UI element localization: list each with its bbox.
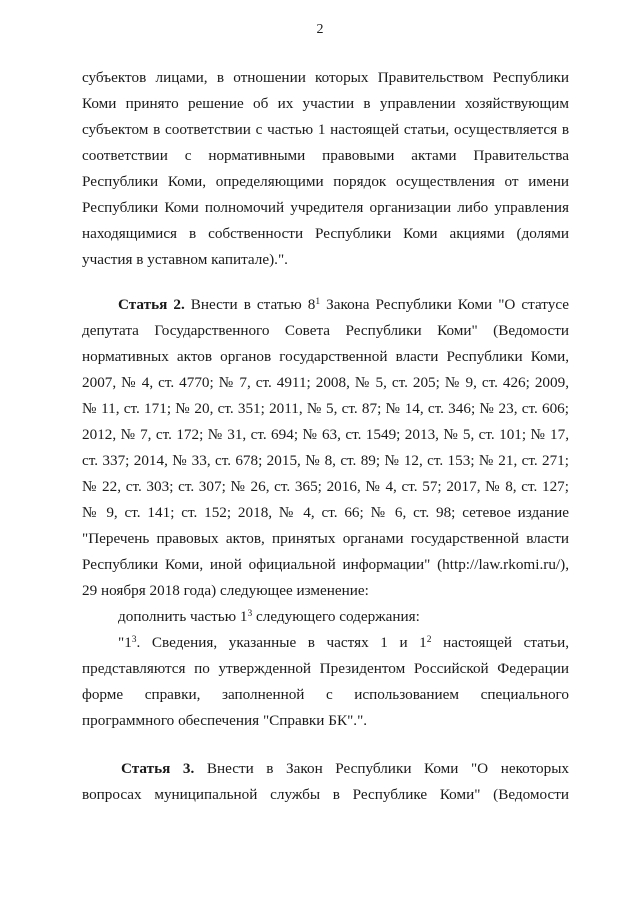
text-fragment: дополнить частью 1 bbox=[118, 608, 248, 625]
text-line: № 9, ст. 141; ст. 152; 2018, № 4, ст. 66; № 6, ст. 98; сетевое издание bbox=[82, 504, 569, 521]
text-line: № 11, ст. 171; № 20, ст. 351; 2011, № 5, ст. 87; № 14, ст. 346; № 23, ст. 606; bbox=[82, 400, 569, 417]
text-fragment: Внести в статью 8 bbox=[190, 296, 316, 313]
superscript: 1 bbox=[315, 297, 321, 307]
text-line: 29 ноября 2018 года) следующее изменение: bbox=[82, 582, 369, 599]
text-line: ст. 337; 2014, № 33, ст. 678; 2015, № 8, ст. 89; № 12, ст. 153; № 21, ст. 271; bbox=[82, 452, 569, 469]
text-line: 2007, № 4, ст. 4770; № 7, ст. 4911; 2008, № 5, ст. 205; № 9, ст. 426; 2009, bbox=[82, 374, 569, 391]
text-line: "Перечень правовых актов, принятых органами государственной власти bbox=[82, 530, 569, 547]
text-line: соответствии с нормативными правовыми актами Правительства bbox=[82, 147, 569, 164]
text-fragment: . Сведения, указанные в частях 1 и 1 bbox=[136, 634, 427, 651]
page-number: 2 bbox=[316, 22, 324, 37]
text-line: депутата Государственного Совета Республики Коми" (Ведомости bbox=[82, 322, 569, 339]
text-line: Коми принято решение об их участии в управлении хозяйствующим bbox=[82, 95, 569, 112]
article-2-label: Статья 2. bbox=[118, 296, 185, 313]
text-line: вопросах муниципальной службы в Республике Коми" (Ведомости bbox=[82, 786, 569, 803]
text-line: Республики Коми полномочий учредителя организации либо управления bbox=[82, 199, 569, 216]
amendment-instruction-line bbox=[118, 606, 569, 628]
text-line: субъектов лицами, в отношении которых Правительством Республики bbox=[82, 69, 569, 86]
text-line: 2012, № 7, ст. 172; № 31, ст. 694; № 63, ст. 1549; 2013, № 5, ст. 101; № 17, bbox=[82, 426, 569, 443]
text-line: нормативных актов органов государственной власти Республики Коми, bbox=[82, 348, 569, 365]
text-line: представляются по утвержденной Президентом Российской Федерации bbox=[82, 660, 569, 677]
article-3-label: Статья 3. bbox=[121, 760, 195, 777]
text-fragment: Внести в Закон Республики Коми "О некоторых bbox=[206, 760, 570, 777]
text-fragment: следующего содержания: bbox=[252, 608, 420, 625]
text-line: форме справки, заполненной с использованием специального bbox=[82, 686, 569, 703]
text-line: находящимися в собственности Республики Коми акциями (долями bbox=[82, 225, 569, 242]
article-3-heading-line bbox=[121, 758, 569, 780]
text-fragment: настоящей статьи, bbox=[431, 634, 569, 651]
text-line: Республики Коми, определяющими порядок осуществления от имени bbox=[82, 173, 569, 190]
article-2-heading-line bbox=[118, 294, 569, 316]
amendment-text-line bbox=[118, 632, 569, 654]
text-line: программного обеспечения "Справки БК".". bbox=[82, 712, 368, 729]
text-line: № 22, ст. 303; ст. 307; № 26, ст. 365; 2016, № 4, ст. 57; 2017, № 8, ст. 127; bbox=[82, 478, 569, 495]
text-line: участия в уставном капитале).". bbox=[82, 251, 288, 268]
text-line: субъектом в соответствии с частью 1 настоящей статьи, осуществляется в bbox=[82, 121, 569, 138]
text-fragment: Закона Республики Коми "О статусе bbox=[326, 296, 570, 313]
superscript: 2 bbox=[426, 635, 432, 645]
text-line: Республики Коми, иной официальной информации" (http://law.rkomi.ru/), bbox=[82, 556, 569, 573]
text-fragment: "1 bbox=[118, 634, 132, 651]
superscript: 3 bbox=[247, 609, 253, 619]
superscript: 3 bbox=[131, 635, 137, 645]
